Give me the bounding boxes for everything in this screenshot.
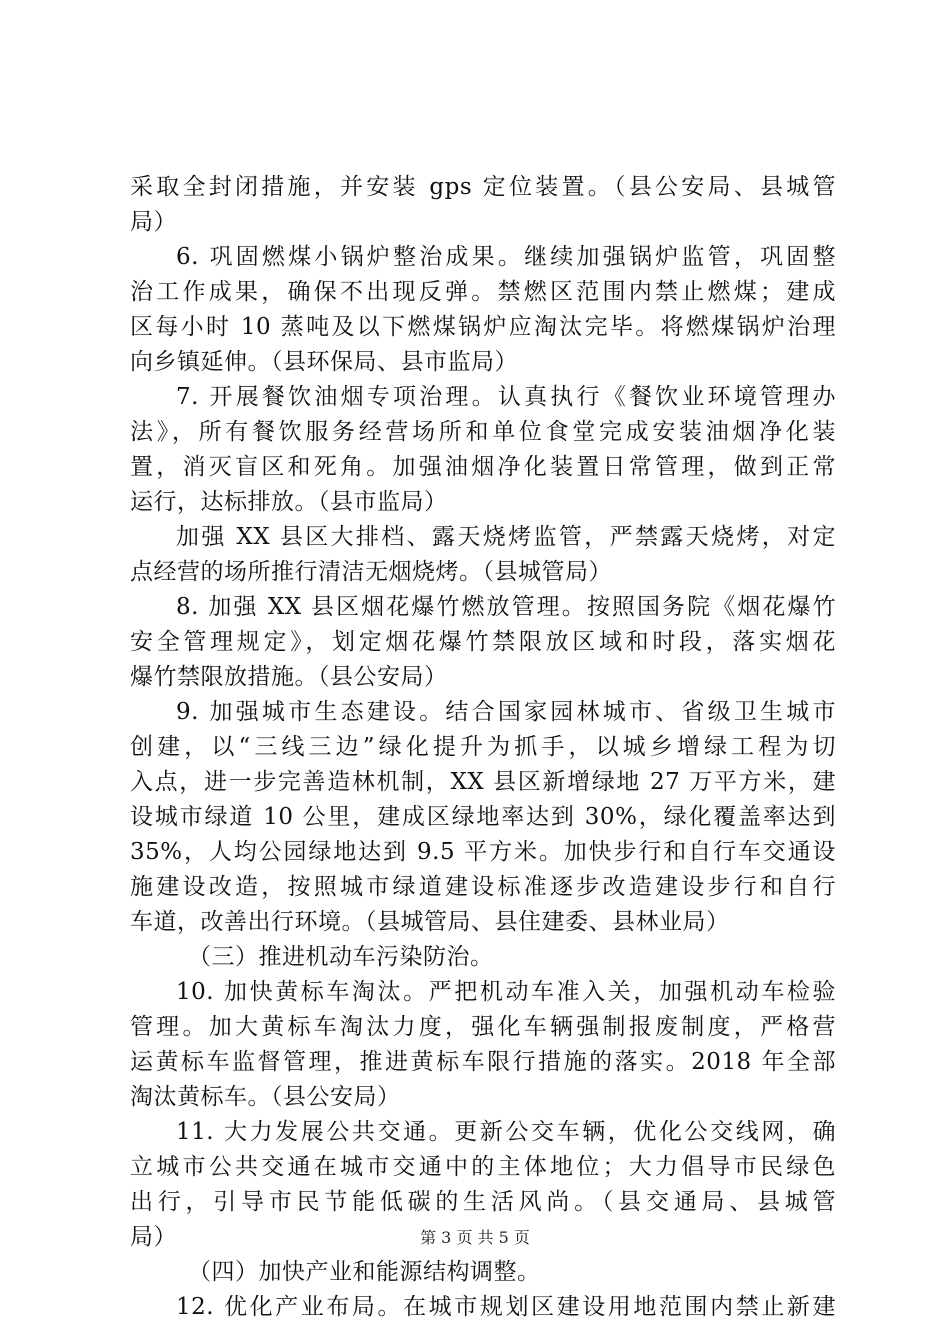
text-line-28: 11. 大力发展公共交通。更新公交车辆，优化公交线网，确 <box>176 1119 836 1145</box>
section-heading-4: （四）加快产业和能源结构调整。 <box>188 1259 541 1285</box>
text-line-13: 8. 加强 XX 县区烟花爆竹燃放管理。按照国务院《烟花爆竹 <box>176 594 836 620</box>
text-line-27: 淘汰黄标车。（县公安局） <box>130 1084 401 1110</box>
text-line-6: 向乡镇延伸。（县环保局、县市监局） <box>130 349 518 375</box>
text-line-25: 管理。加大黄标车淘汰力度，强化车辆强制报废制度，严格营 <box>130 1014 836 1040</box>
text-line-18: 入点，进一步完善造林机制，XX 县区新增绿地 27 万平方米，建 <box>130 769 836 795</box>
text-line-12: 点经营的场所推行清洁无烟烧烤。（县城管局） <box>130 559 612 585</box>
text-line-1: 采取全封闭措施，并安装 gps 定位装置。（县公安局、县城管 <box>130 174 836 200</box>
text-line-21: 施建设改造，按照城市绿道建设标准逐步改造建设步行和自行 <box>130 874 836 900</box>
text-line-10: 运行，达标排放。（县市监局） <box>130 489 448 515</box>
text-line-33: 12. 优化产业布局。在城市规划区建设用地范围内禁止新建 <box>176 1294 836 1320</box>
text-line-19: 设城市绿道 10 公里，建成区绿地率达到 30%，绿化覆盖率达到 <box>130 804 836 830</box>
page-number-footer: 第 3 页 共 5 页 <box>420 1228 530 1247</box>
text-line-8: 法》，所有餐饮服务经营场所和单位食堂完成安装油烟净化装 <box>130 419 836 445</box>
text-line-9: 置，消灭盲区和死角。加强油烟净化装置日常管理，做到正常 <box>130 454 836 480</box>
text-line-17: 创建，以“三线三边”绿化提升为抓手，以城乡增绿工程为切 <box>130 734 836 760</box>
text-line-4: 治工作成果，确保不出现反弹。禁燃区范围内禁止燃煤；建成 <box>130 279 836 305</box>
text-line-15: 爆竹禁限放措施。（县公安局） <box>130 664 448 690</box>
text-line-29: 立城市公共交通在城市交通中的主体地位；大力倡导市民绿色 <box>130 1154 836 1180</box>
text-line-16: 9. 加强城市生态建设。结合国家园林城市、省级卫生城市 <box>176 699 836 725</box>
text-line-11: 加强 XX 县区大排档、露天烧烤监管，严禁露天烧烤，对定 <box>176 524 836 550</box>
text-line-7: 7. 开展餐饮油烟专项治理。认真执行《餐饮业环境管理办 <box>176 384 836 410</box>
text-line-3: 6. 巩固燃煤小锅炉整治成果。继续加强锅炉监管，巩固整 <box>176 244 836 270</box>
text-line-22: 车道，改善出行环境。（县城管局、县住建委、县林业局） <box>130 909 730 935</box>
text-line-26: 运黄标车监督管理，推进黄标车限行措施的落实。2018 年全部 <box>130 1049 836 1075</box>
text-line-31: 局） <box>130 1224 177 1250</box>
document-body <box>130 170 836 1325</box>
text-line-30: 出行，引导市民节能低碳的生活风尚。（县交通局、县城管 <box>130 1189 836 1215</box>
text-line-5: 区每小时 10 蒸吨及以下燃煤锅炉应淘汰完毕。将燃煤锅炉治理 <box>130 314 836 340</box>
section-heading-3: （三）推进机动车污染防治。 <box>188 944 494 970</box>
text-line-20: 35%，人均公园绿地达到 9.5 平方米。加快步行和自行车交通设 <box>130 839 836 865</box>
text-line-14: 安全管理规定》，划定烟花爆竹禁限放区域和时段，落实烟花 <box>130 629 836 655</box>
text-line-2: 局） <box>130 209 177 235</box>
text-line-24: 10. 加快黄标车淘汰。严把机动车准入关，加强机动车检验 <box>176 979 836 1005</box>
